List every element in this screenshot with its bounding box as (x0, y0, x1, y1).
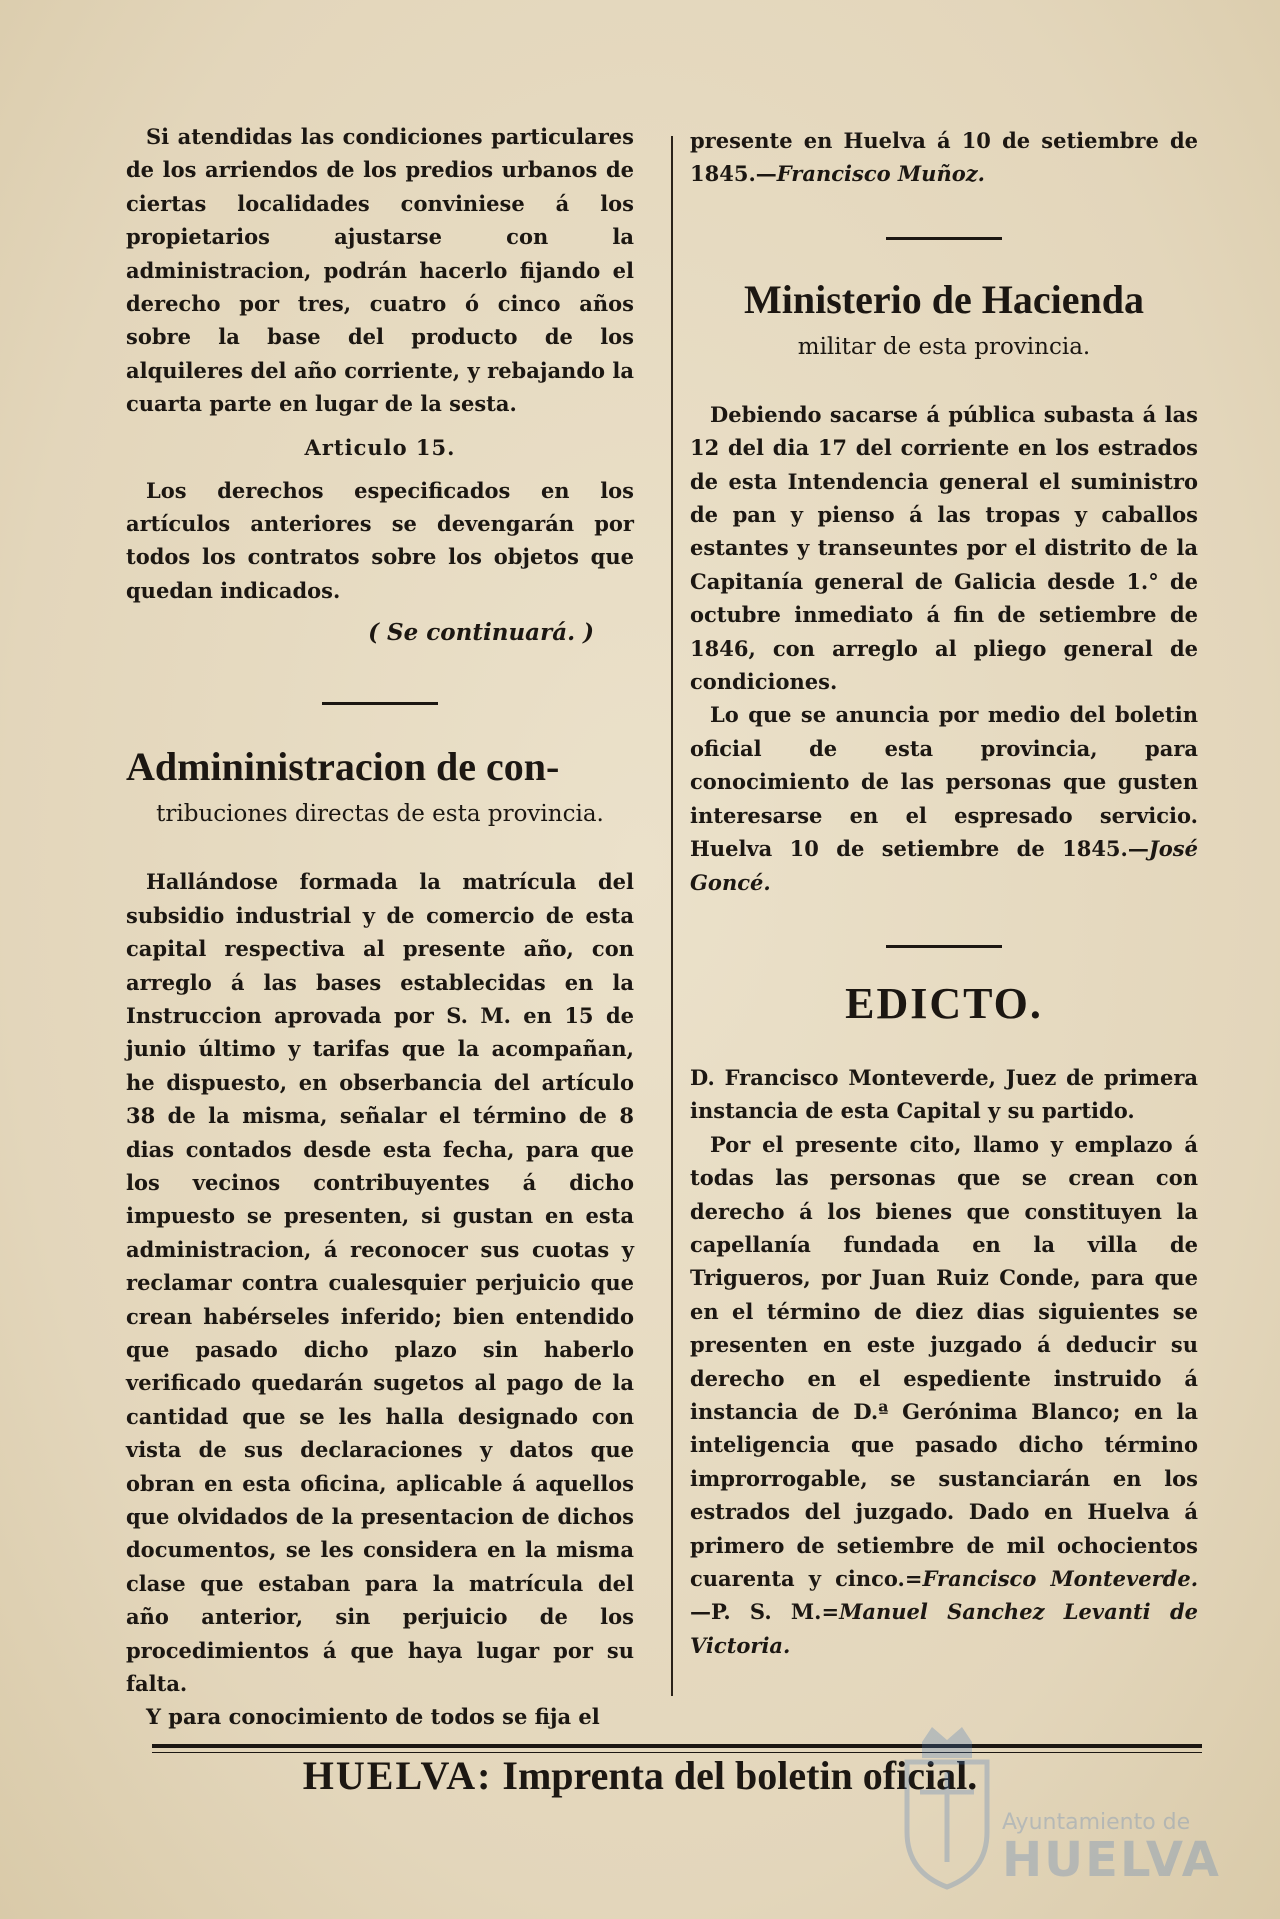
signature-sanchez: Manuel Sanchez Levanti de Victoria. (690, 1599, 1198, 1658)
article-heading: Articulo 15. (304, 434, 456, 460)
signature-monteverde: Francisco Monteverde. (922, 1566, 1199, 1591)
paragraph-matricula: Hallándose formada la matrícula del subsidio industrial y de comercio de esta capital respectiva al presente año, con arreglo á las bases establecidas en la Instruccion aprovada por S. M. en 15 de junio último y tarifas que la acompañan, he dispuesto, en obserbancia del artículo 38 de la misma, señalar el término de 8 dias contados desde esta fecha, para que los vecinos contribuyentes á dicho impuesto se presenten, si gustan en esta administracion, á reconocer sus cuotas y reclamar contra cualesquier perjuicio que crean habérseles inferido; bien entendido que pasado dicho plazo sin haberlo verificado quedarán sugetos al pago de la cantidad que se les halla designado con vista de sus declaraciones y datos que obran en esta oficina, aplicable á aquellos que olvidados de la presentacion de dichos documentos, se les considera en la misma clase que estaban para la matrícula del año anterior, sin perjuicio de los procedimientos á que haya lugar por su falta. (126, 869, 634, 1697)
paragraph-emplazamiento (690, 1128, 1198, 1663)
section-divider (886, 945, 1002, 948)
signature-munoz: Francisco Muñoz. (776, 161, 985, 187)
admin-subheading: tribuciones directas de esta provincia. (156, 801, 604, 828)
paragraph-anuncio (690, 698, 1198, 898)
section-divider (322, 702, 438, 705)
edicto-heading: EDICTO. (845, 978, 1043, 1028)
signature-gonce: José Goncé. (690, 836, 1198, 895)
paragraph-derechos: Los derechos especificados en los artículos anteriores se devengarán por todos los contratos sobre los objetos que quedan indicados. (126, 477, 634, 603)
column-divider (671, 136, 673, 1696)
footer-imprint: Imprenta del boletin oficial. (502, 1753, 978, 1798)
watermark-line1: Ayuntamiento de (1002, 1810, 1191, 1835)
anuncio-text: Lo que se anuncia por medio del boletin oficial de esta provincia, para conocimiento de las personas que gusten interesarse en el espresado servicio. Huelva 10 de setiembre de 1845.— (690, 702, 1198, 862)
left-column (126, 120, 634, 1734)
watermark-line2: HUELVA (1002, 1832, 1221, 1888)
paragraph-fecha-munoz (690, 124, 1198, 191)
admin-heading: Admininistracion de con- (126, 744, 560, 790)
fecha-text: presente en Huelva á 10 de setiembre de 1845.— (690, 128, 1198, 187)
emplazamiento-text: Por el presente cito, llamo y emplazo á todas las personas que se crean con derecho á los bienes que constituyen la capellanía fundada en la villa de Trigueros, por Juan Ruiz Conde, para que en el término de diez dias siguientes se presenten en este juzgado á deducir su derecho en el espediente instruido á instancia de D.ª Gerónima Blanco; en la inteligencia que pasado dicho término improrrogable, se sustanciarán en los estrados del juzgado. Dado en Huelva á primero de setiembre de mil ochocientos cuarenta y cinco.= (690, 1131, 1198, 1591)
paragraph-conocimiento: Y para conocimiento de todos se fija el (146, 1704, 600, 1730)
footer-city: HUELVA: (302, 1753, 493, 1798)
section-divider (886, 237, 1002, 240)
signature-separator: —P. S. M.= (690, 1599, 840, 1625)
paragraph-juez: D. Francisco Monteverde, Juez de primera instancia de esta Capital y su partido. (690, 1064, 1198, 1124)
ministerio-subheading: militar de esta provincia. (797, 333, 1091, 360)
right-column (690, 120, 1198, 1662)
crest-icon (892, 1722, 1002, 1892)
ministerio-heading: Ministerio de Hacienda (744, 276, 1144, 322)
archive-watermark (892, 1722, 1221, 1892)
paragraph-subasta: Debiendo sacarse á pública subasta á las 12 del dia 17 del corriente en los estrados de esta Intendencia general el suministro de pan y pienso á las tropas y caballos estantes y transeuntes por el distrito de la Capitanía general de Galicia desde 1.° de octubre inmediato á fin de setiembre de 1846, con arreglo al pliego general de condiciones. (690, 401, 1198, 695)
paragraph-arriendos: Si atendidas las condiciones particulares de los arriendos de los predios urbanos de ciertas localidades conviniese á los propietarios ajustarse con la administracion, podrán hacerlo fijando el derecho por tres, cuatro ó cinco años sobre la base del producto de los alquileres del año corriente, y rebajando la cuarta parte en lugar de la sesta. (126, 124, 634, 417)
continue-note: ( Se continuará. ) (368, 619, 594, 647)
